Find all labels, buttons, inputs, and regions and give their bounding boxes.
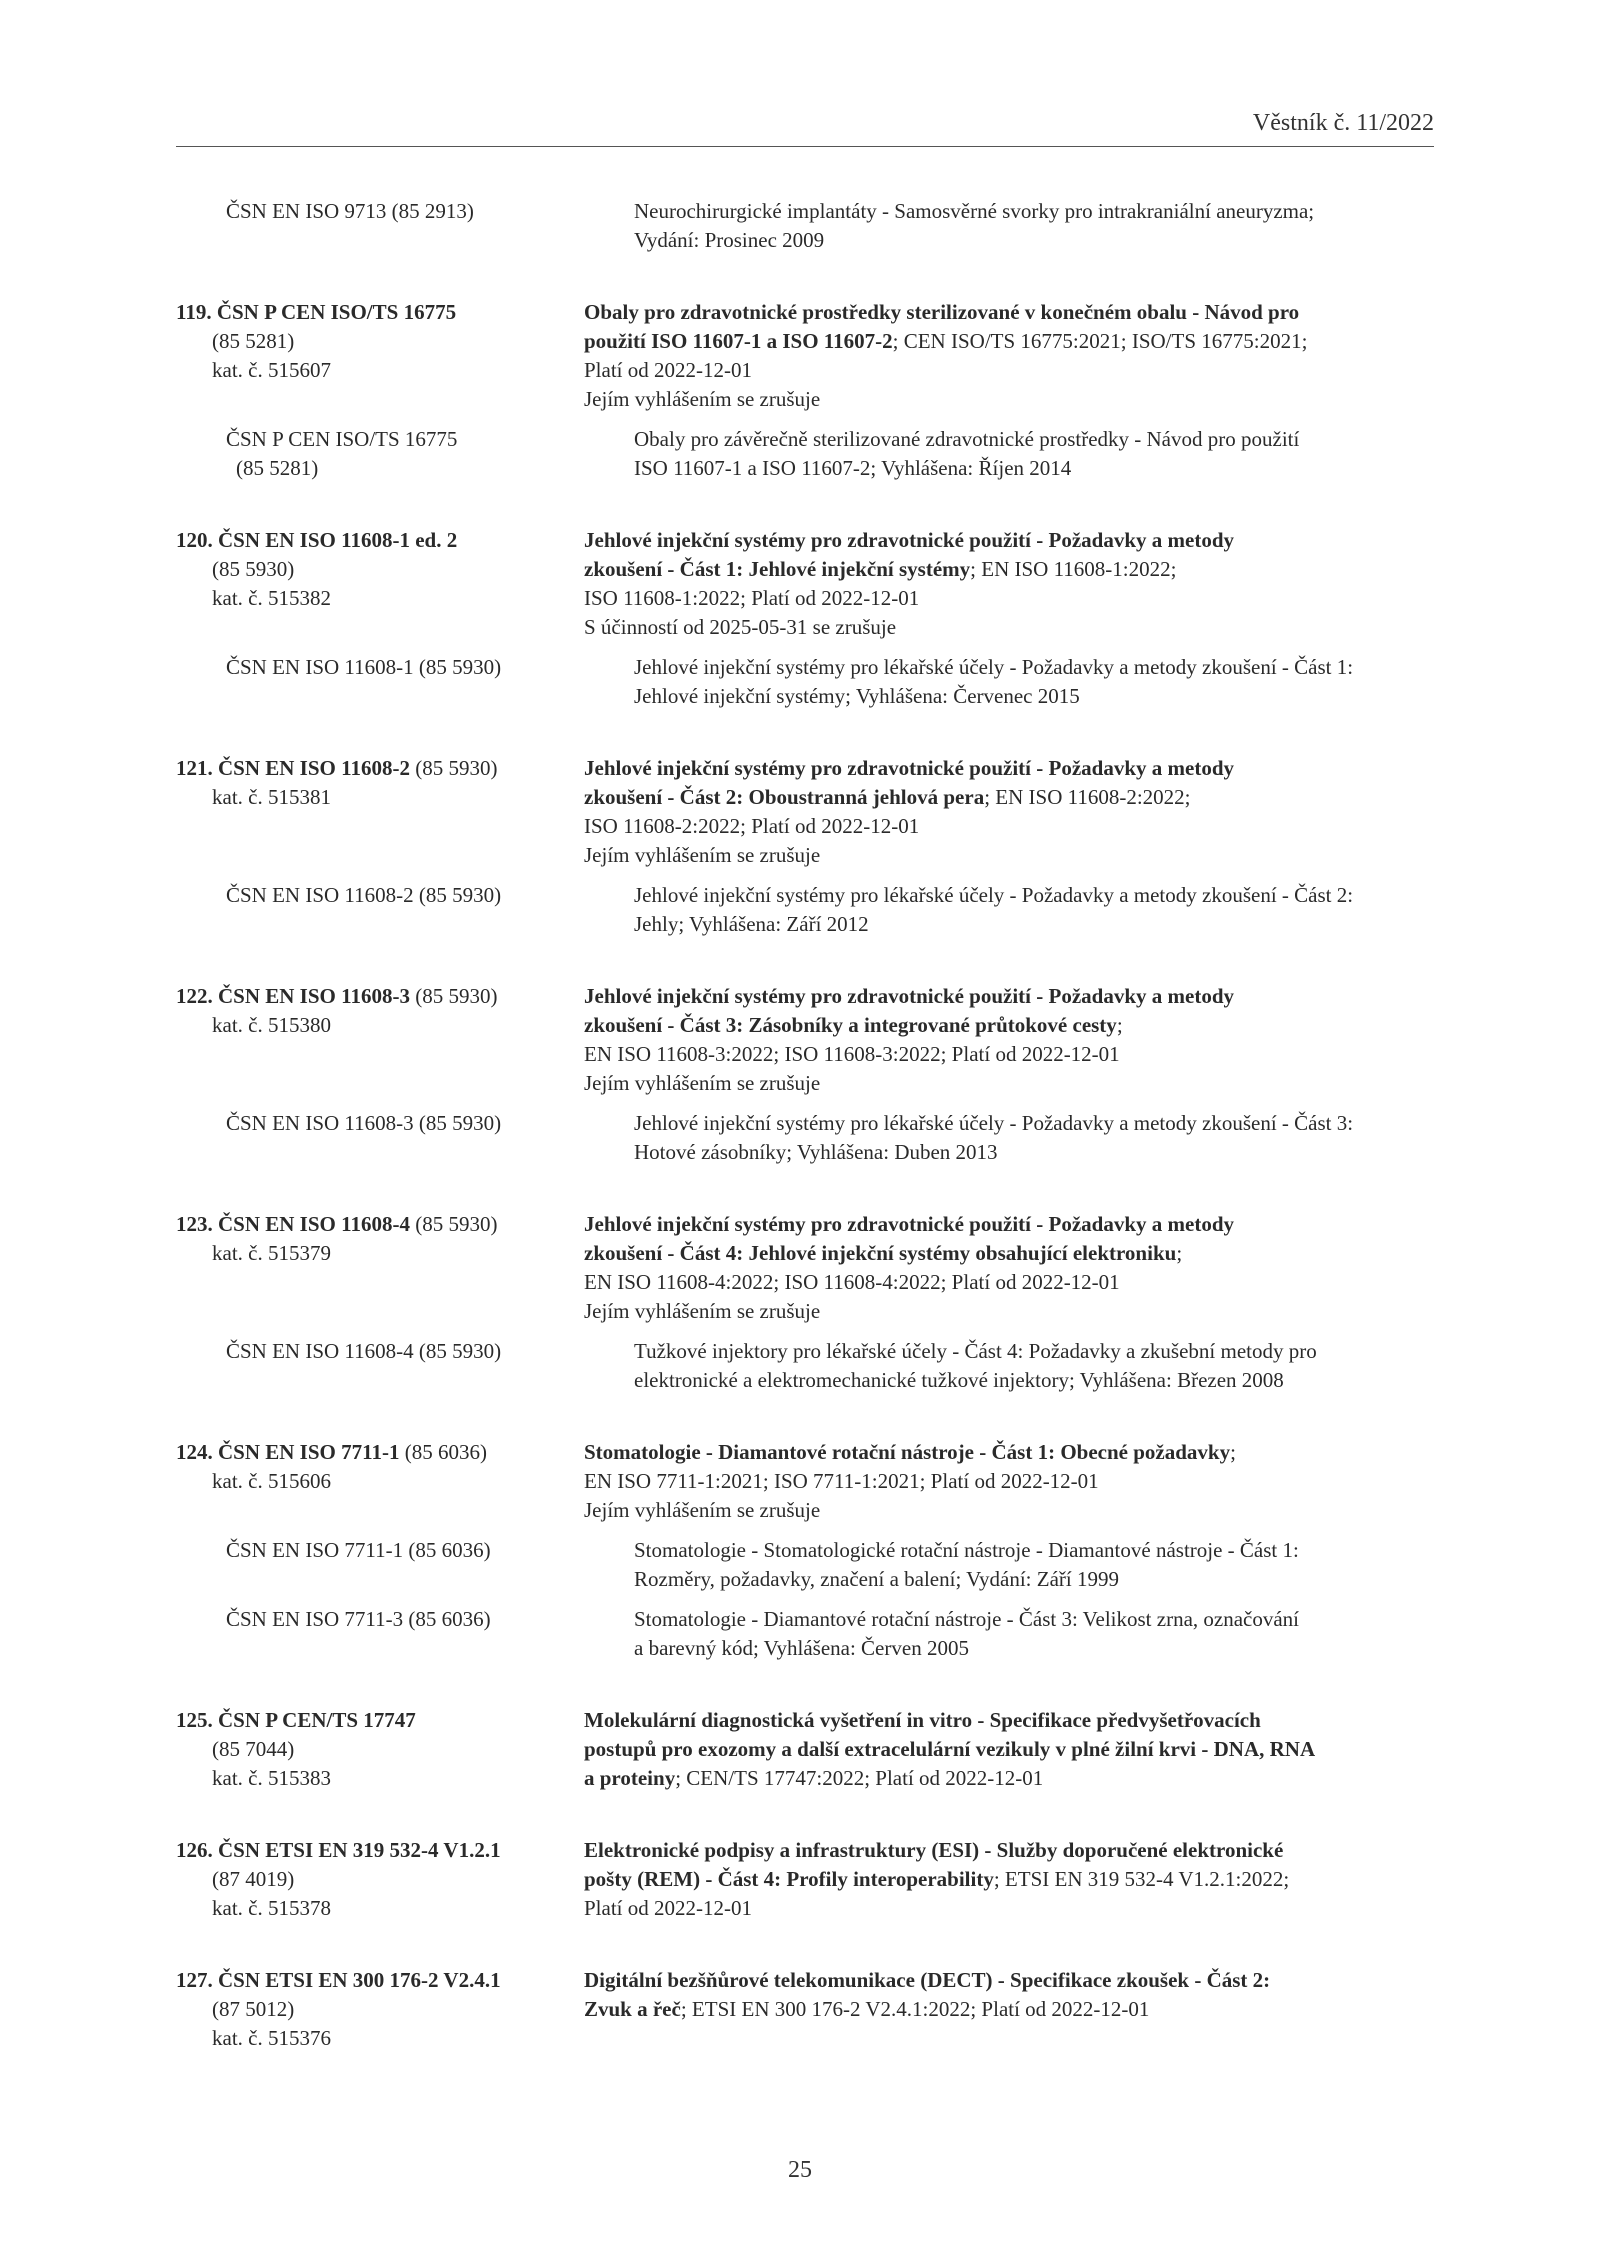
entry-title-line [584, 783, 1434, 812]
replaced-standard [176, 425, 1434, 483]
entry-code-line [176, 298, 584, 327]
replaced-title-line: Jehlové injekční systémy pro lékařské účely - Požadavky a metody zkoušení - Část 2: [634, 883, 1354, 907]
entry-title-normal: ; ETSI EN 300 176-2 V2.4.1:2022; Platí od 2022-12-01 [680, 1997, 1150, 2021]
entry-title-bold: Digitální bezšňůrové telekomunikace (DECT) - Specifikace zkoušek - Část 2: [584, 1968, 1271, 1992]
entry-title-line [584, 754, 1434, 783]
replaced-code: ČSN EN ISO 11608-4 (85 5930) [226, 1339, 502, 1363]
entry-title-bold: Stomatologie - Diamantové rotační nástroje - Část 1: Obecné požadavky [584, 1440, 1231, 1464]
entry-title-line [584, 526, 1434, 555]
entry-title-normal: ; [1176, 1241, 1183, 1265]
entry-detail-line: EN ISO 11608-4:2022; ISO 11608-4:2022; Platí od 2022-12-01 [584, 1270, 1120, 1294]
entry-code: 126. ČSN ETSI EN 319 532-4 V1.2.1 [176, 1838, 501, 1862]
replaced-title-line: Stomatologie - Diamantové rotační nástroje - Část 3: Velikost zrna, označování [634, 1607, 1300, 1631]
entry-title-line [584, 982, 1434, 1011]
entry-title-normal: ; [1230, 1440, 1236, 1464]
entry-right [584, 298, 1434, 414]
entry-right [584, 526, 1434, 642]
replaced-code: ČSN P CEN ISO/TS 16775 [226, 427, 458, 451]
entry-title-bold: Jehlové injekční systémy pro zdravotnické použití - Požadavky a metody [584, 528, 1234, 552]
replaced-right [634, 653, 1434, 711]
replaced-right [634, 1109, 1434, 1167]
entry-code-line [176, 754, 584, 783]
entry-title-normal: ; [1116, 1013, 1123, 1037]
replaced-code: (85 5281) [236, 456, 319, 480]
standard-entry [176, 1966, 1434, 2053]
entry-title-normal: ; EN ISO 11608-2:2022; [984, 785, 1191, 809]
entry-detail-line: Jejím vyhlášením se zrušuje [584, 1498, 821, 1522]
entry-detail-line: Jejím vyhlášením se zrušuje [584, 1071, 821, 1095]
entry-detail-line: ISO 11608-1:2022; Platí od 2022-12-01 [584, 586, 920, 610]
entry-right [584, 1706, 1434, 1793]
entry-catalog-number: kat. č. 515383 [212, 1766, 331, 1790]
standards-list [176, 197, 1434, 2096]
replaced-standard [176, 653, 1434, 711]
entry-code: 121. ČSN EN ISO 11608-2 [176, 756, 410, 780]
replaced-code: ČSN EN ISO 11608-1 (85 5930) [226, 655, 502, 679]
entry-right [584, 982, 1434, 1098]
entry-catalog-number: kat. č. 515379 [212, 1241, 331, 1265]
entry-catalog-number: kat. č. 515606 [212, 1469, 331, 1493]
entries-container [176, 298, 1434, 2053]
replaced-left [176, 1536, 634, 1594]
entry-title-line [584, 298, 1434, 327]
entry-left [176, 1438, 584, 1525]
entry-code-line [176, 1438, 584, 1467]
entry-catalog-number: kat. č. 515376 [212, 2026, 331, 2050]
entry-title-bold: Elektronické podpisy a infrastruktury (ESI) - Služby doporučené elektronické [584, 1838, 1284, 1862]
entry-right [584, 1210, 1434, 1326]
entry-left [176, 1836, 584, 1923]
replaced-code: ČSN EN ISO 7711-1 (85 6036) [226, 1538, 491, 1562]
entry-left [176, 1210, 584, 1326]
entry-code: 127. ČSN ETSI EN 300 176-2 V2.4.1 [176, 1968, 501, 1992]
entry-left [176, 298, 584, 414]
replaced-title-line: Stomatologie - Stomatologické rotační nástroje - Diamantové nástroje - Část 1: [634, 1538, 1299, 1562]
entry-title-bold: použití ISO 11607-1 a ISO 11607-2 [584, 329, 893, 353]
entry-title-line [584, 1966, 1434, 1995]
entry-title-bold: pošty (REM) - Část 4: Profily interoperability [584, 1867, 994, 1891]
page-header [176, 110, 1434, 147]
entry-code: 122. ČSN EN ISO 11608-3 [176, 984, 410, 1008]
entry-title-line [584, 1706, 1434, 1735]
entry-class-number: (85 5930) [212, 557, 295, 581]
intro-left [176, 197, 634, 255]
entry-detail-line: Platí od 2022-12-01 [584, 358, 752, 382]
entry-code-line [176, 982, 584, 1011]
replaced-title-line: Jehlové injekční systémy pro lékařské účely - Požadavky a metody zkoušení - Část 1: [634, 655, 1354, 679]
entry-title-bold: zkoušení - Část 2: Oboustranná jehlová pera [584, 785, 985, 809]
replaced-right [634, 1337, 1434, 1395]
replaced-right [634, 881, 1434, 939]
entry-title-bold: Obaly pro zdravotnické prostředky sterilizované v konečném obalu - Návod pro [584, 300, 1300, 324]
replaced-code: ČSN EN ISO 11608-3 (85 5930) [226, 1111, 502, 1135]
replaced-left [176, 1109, 634, 1167]
entry-title-bold: Zvuk a řeč [584, 1997, 681, 2021]
standard-entry [176, 1210, 1434, 1395]
entry-code: 123. ČSN EN ISO 11608-4 [176, 1212, 410, 1236]
entry-catalog-number: kat. č. 515607 [212, 358, 331, 382]
entry-right [584, 754, 1434, 870]
entry-detail-line: ISO 11608-2:2022; Platí od 2022-12-01 [584, 814, 920, 838]
entry-detail-line: S účinností od 2025-05-31 se zrušuje [584, 615, 897, 639]
entry-title-line [584, 1865, 1434, 1894]
replaced-left [176, 881, 634, 939]
entry-left [176, 754, 584, 870]
entry-title-line [584, 1011, 1434, 1040]
entry-title-line [584, 327, 1434, 356]
replaced-right [634, 1536, 1434, 1594]
replaced-title-line: elektronické a elektromechanické tužkové injektory; Vyhlášena: Březen 2008 [634, 1368, 1284, 1392]
entry-code-class: (85 5930) [409, 984, 498, 1008]
entry-catalog-number: kat. č. 515378 [212, 1896, 331, 1920]
standard-entry [176, 1438, 1434, 1663]
entry-title-line [584, 1764, 1434, 1793]
replaced-right [634, 425, 1434, 483]
journal-title: Věstník č. 11/2022 [1252, 110, 1434, 136]
entry-detail-line: Jejím vyhlášením se zrušuje [584, 843, 821, 867]
entry-title-bold: zkoušení - Část 3: Zásobníky a integrované průtokové cesty [584, 1013, 1117, 1037]
entry-title-normal: ; CEN ISO/TS 16775:2021; ISO/TS 16775:2021; [892, 329, 1308, 353]
entry-title-line [584, 1995, 1434, 2024]
intro-title-line: Vydání: Prosinec 2009 [634, 228, 825, 252]
replaced-left [176, 653, 634, 711]
entry-title-bold: Molekulární diagnostická vyšetření in vitro - Specifikace předvyšetřovacích [584, 1708, 1261, 1732]
entry-detail-line: Jejím vyhlášením se zrušuje [584, 1299, 821, 1323]
entry-code-class: (85 5930) [409, 756, 498, 780]
entry-title-bold: zkoušení - Část 4: Jehlové injekční systémy obsahující elektroniku [584, 1241, 1177, 1265]
page-number: 25 [788, 2157, 812, 2183]
entry-title-normal: ; CEN/TS 17747:2022; Platí od 2022-12-01 [675, 1766, 1044, 1790]
intro-right [634, 197, 1434, 255]
entry-detail-line: Jejím vyhlášením se zrušuje [584, 387, 821, 411]
entry-code-line [176, 526, 584, 555]
replaced-title-line: Obaly pro závěrečně sterilizované zdravotnické prostředky - Návod pro použití [634, 427, 1300, 451]
intro-title-line: Neurochirurgické implantáty - Samosvěrné svorky pro intrakraniální aneuryzma; [634, 199, 1315, 223]
replaced-title-line: Hotové zásobníky; Vyhlášena: Duben 2013 [634, 1140, 998, 1164]
entry-class-number: (85 5281) [212, 329, 295, 353]
entry-class-number: (87 4019) [212, 1867, 295, 1891]
replaced-title-line: Rozměry, požadavky, značení a balení; Vydání: Září 1999 [634, 1567, 1119, 1591]
entry-class-number: (85 7044) [212, 1737, 295, 1761]
entry-title-bold: postupů pro exozomy a další extracelulární vezikuly v plné žilní krvi - DNA, RNA [584, 1737, 1316, 1761]
entry-catalog-number: kat. č. 515381 [212, 785, 331, 809]
entry-code-line [176, 1966, 584, 1995]
entry-title-line [584, 1239, 1434, 1268]
entry-class-number: (87 5012) [212, 1997, 295, 2021]
entry-right [584, 1438, 1434, 1525]
entry-detail-line: Platí od 2022-12-01 [584, 1896, 752, 1920]
replaced-left [176, 425, 634, 483]
replaced-code: ČSN EN ISO 7711-3 (85 6036) [226, 1607, 491, 1631]
replaced-right [634, 1605, 1434, 1663]
entry-code-line [176, 1706, 584, 1735]
entry-left [176, 1706, 584, 1793]
replaced-standard [176, 1109, 1434, 1167]
entry-detail-line: EN ISO 7711-1:2021; ISO 7711-1:2021; Platí od 2022-12-01 [584, 1469, 1099, 1493]
entry-code: 124. ČSN EN ISO 7711-1 [176, 1440, 400, 1464]
standard-entry [176, 298, 1434, 483]
entry-left [176, 526, 584, 642]
entry-catalog-number: kat. č. 515380 [212, 1013, 331, 1037]
entry-catalog-number: kat. č. 515382 [212, 586, 331, 610]
entry-title-normal: ; EN ISO 11608-1:2022; [970, 557, 1177, 581]
standard-entry [176, 1706, 1434, 1793]
entry-code-class: (85 6036) [399, 1440, 487, 1464]
replaced-standard [176, 1337, 1434, 1395]
entry-title-bold: Jehlové injekční systémy pro zdravotnické použití - Požadavky a metody [584, 756, 1234, 780]
entry-title-line [584, 1438, 1434, 1467]
entry-title-bold: Jehlové injekční systémy pro zdravotnické použití - Požadavky a metody [584, 1212, 1234, 1236]
entry-title-bold: zkoušení - Část 1: Jehlové injekční systémy [584, 557, 971, 581]
entry-code-class: (85 5930) [409, 1212, 498, 1236]
replaced-left [176, 1337, 634, 1395]
replaced-standard [176, 1536, 1434, 1594]
entry-title-line [584, 1836, 1434, 1865]
standard-entry [176, 754, 1434, 939]
intro-entry [176, 197, 1434, 255]
replaced-title-line: Jehlové injekční systémy; Vyhlášena: Červenec 2015 [634, 684, 1080, 708]
entry-code: 119. ČSN P CEN ISO/TS 16775 [176, 300, 457, 324]
replaced-title-line: ISO 11607-1 a ISO 11607-2; Vyhlášena: Říjen 2014 [634, 456, 1072, 480]
replaced-standard [176, 1605, 1434, 1663]
standard-entry [176, 1836, 1434, 1923]
replaced-code: ČSN EN ISO 11608-2 (85 5930) [226, 883, 502, 907]
entry-code-line [176, 1836, 584, 1865]
standard-entry [176, 982, 1434, 1167]
entry-code: 125. ČSN P CEN/TS 17747 [176, 1708, 416, 1732]
entry-right [584, 1836, 1434, 1923]
replaced-standard [176, 881, 1434, 939]
replaced-title-line: Tužkové injektory pro lékařské účely - Část 4: Požadavky a zkušební metody pro [634, 1339, 1317, 1363]
intro-code: ČSN EN ISO 9713 (85 2913) [226, 199, 474, 223]
replaced-title-line: Jehlové injekční systémy pro lékařské účely - Požadavky a metody zkoušení - Část 3: [634, 1111, 1354, 1135]
entry-code-line [176, 1210, 584, 1239]
entry-title-line [584, 555, 1434, 584]
replaced-title-line: a barevný kód; Vyhlášena: Červen 2005 [634, 1636, 969, 1660]
entry-title-line [584, 1735, 1434, 1764]
entry-title-line [584, 1210, 1434, 1239]
entry-code: 120. ČSN EN ISO 11608-1 ed. 2 [176, 528, 458, 552]
entry-title-bold: Jehlové injekční systémy pro zdravotnické použití - Požadavky a metody [584, 984, 1234, 1008]
standard-entry [176, 526, 1434, 711]
replaced-title-line: Jehly; Vyhlášena: Září 2012 [634, 912, 869, 936]
entry-right [584, 1966, 1434, 2053]
entry-left [176, 982, 584, 1098]
replaced-left [176, 1605, 634, 1663]
entry-left [176, 1966, 584, 2053]
entry-detail-line: EN ISO 11608-3:2022; ISO 11608-3:2022; Platí od 2022-12-01 [584, 1042, 1120, 1066]
entry-title-normal: ; ETSI EN 319 532-4 V1.2.1:2022; [993, 1867, 1290, 1891]
entry-title-bold: a proteiny [584, 1766, 676, 1790]
